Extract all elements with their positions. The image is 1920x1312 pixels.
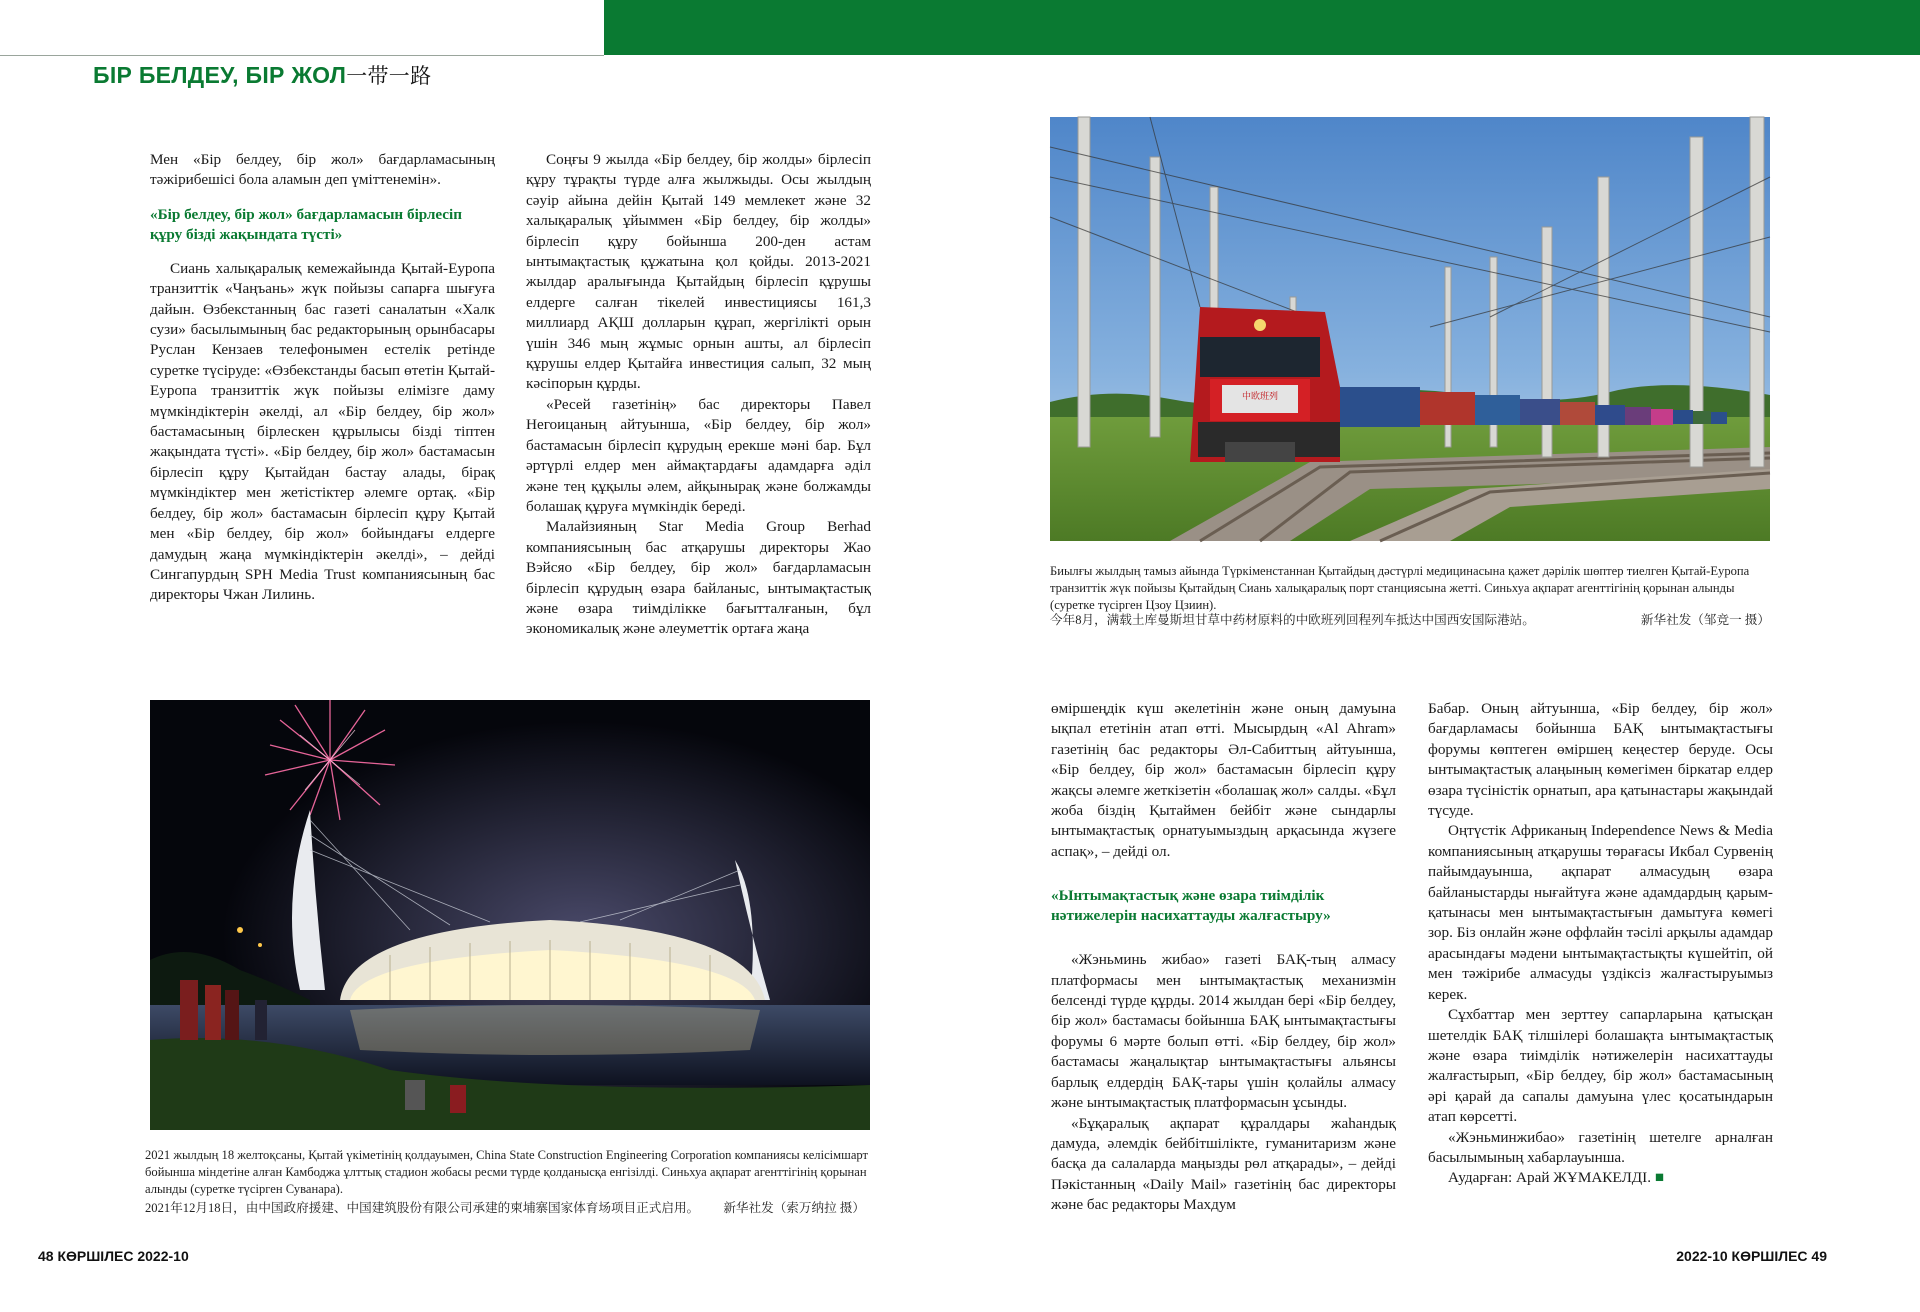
section-title-kz: БІР БЕЛДЕУ, БІР ЖОЛ xyxy=(93,62,347,88)
paragraph: өміршеңдік күш әкелетінін және оның дамуына ықпал ететінін атап өтті. Мысырдың «Al Ahram» газетінің бас редакторы Әл-Сабиттың айтуынша, «Бір белдеу, бір жол» бастамасын бірлесіп құру жақсы әлемге жеткізетін «болашақ жол» салды. «Бұл жоба біздің Қытаймен бейбіт және сындарлы ынтымақтастық орнатуымыздың арқасында жүзеге аспақ», – дейді ол. xyxy=(1051,700,1396,860)
translator: Аударған: Арай ЖҰМАКЕЛДІ. xyxy=(1448,1169,1652,1187)
caption-text-cn: 2021年12月18日，由中国政府援建、中国建筑股份有限公司承建的柬埔寨国家体育场项目正式启用。 xyxy=(145,1201,700,1215)
train-caption-kz: Биылғы жылдың тамыз айында Түркіменстаннан Қытайдың дәстүрлі медицинасына қажет дәрілік шөптер тиелген Қытай-Еуропа транзиттік жүк пойызы Қытайдың Сиань халықаралық порт станциясына жетті. Синьхуа ақпарат агенттігінің қорынан алынды (суретке түсірген Цзоу Цзиин). xyxy=(1050,564,1750,612)
footer-left: 48 КӨРШІЛЕС 2022-10 xyxy=(38,1248,189,1264)
stadium-photo xyxy=(150,700,870,1130)
photo-credit: 新华社发（邹竞一 摄） xyxy=(1640,613,1770,627)
paragraph: Бабар. Оның айтуынша, «Бір белдеу, бір жол» бағдарламасы бойынша БАҚ ынтымақтастығы форумы көптеген өміршең кеңестер беруде. Осы ынтымақтастық алаңының көмегімен біркатар елдер өзара түсіністік орнатып, ара қатынастары жақындай түсуде. xyxy=(1428,700,1773,820)
subheading: «Бір белдеу, бір жол» бағдарламасын бірлесіп құру бізді жақындата түсті» xyxy=(150,205,463,243)
translator-line xyxy=(1428,1168,1773,1188)
caption-text-cn: 今年8月，满载土库曼斯坦甘草中药材原料的中欧班列回程列车抵达中国西安国际港站。 xyxy=(1050,613,1535,627)
paragraph: Оңтүстік Африканың Independence News & Media компаниясының атқарушы төрағасы Икбал Сурвенің пайымдауынша, ақпарат алмасудың өзара байланыстарды нығайтуға және адамдардың қарым-қатынасы мен ынтымақтастығын дамытуға көмегі зор. Біз онлайн және оффлайн тәсілі арқылы адамдар арасындағы мәдени ынтымақтастықты күшейтіп, ой мен тәжірибе алмасуды үздіксіз жалғастыруымыз керек. xyxy=(1428,822,1773,1003)
right-column-1 xyxy=(1051,699,1396,1216)
header-rule xyxy=(0,55,604,56)
section-title xyxy=(93,60,431,90)
section-title-cn: 一带一路 xyxy=(346,65,432,88)
header-green-bar xyxy=(604,0,1920,55)
paragraph: «Ресей газетінің» бас директоры Павел Негоицаның айтуынша, «Бір белдеу, бір жол» бастамасын бірлесіп құрудың ерекше мәні бар. Бұл әртүрлі елдер мен аймақтардағы адамдарға әділ және тең құқылы әлем, айқынырақ және болжамды болашақ құруға мүмкіндік береді. xyxy=(526,395,871,515)
paragraph: «Жэньминь жибао» газеті БАҚ-тың алмасу платформасы мен ынтымақтастық механизмін белсенді түрде құрды. 2014 жылдан бері «Бір белдеу, бір жол» бастамасы бойынша БАҚ ынтымақтастығы форумы 6 мәрте болып өтті. «Бір белдеу, бір жол» бастамасы жаңалықтар ынтымақтастығы альянсы барлық елдердің БАҚ-тары үшін қолайлы алмасу және ынтымақтастық платформасын ұсынды. xyxy=(1051,951,1396,1112)
end-mark: ■ xyxy=(1654,1169,1665,1187)
paragraph: Сұхбаттар мен зерттеу сапарларына қатысқан шетелдік БАҚ тілшілері болашақта ынтымақтастық және өзара тиімділік нәтижелерін насихаттауды жалғастырып, «Бір белдеу, бір жол» бастамасының әрі қарай да сапалы дамуына үлес қосатындарын атап көрсетті. xyxy=(1428,1006,1773,1126)
paragraph: «Бұқаралық ақпарат құралдары жаһандық дамуда, әлемдік бейбітшілікте, гуманитаризм және басқа да салаларда маңызды рөл атқарады», – дейді Пәкістанның «Daily Mail» газетінің бас директоры және бас редакторы Махдум xyxy=(1051,1114,1396,1214)
left-column-2 xyxy=(526,150,871,638)
subheading: «Ынтымақтастық және өзара тиімділік нәтижелерін насихаттауды жалғастыру» xyxy=(1051,887,1331,925)
stadium-caption-kz: 2021 жылдың 18 желтоқсаны, Қытай үкіметінің қолдауымен, China State Construction Engineering Corporation компаниясы келісімшарт бойынша міндетіне алған Камбоджа ұлттық стадион жобасы ресми түрде қолданысқа енгізілді. Синьхуа ақпарат агенттігінің қорынан алынды (суретке түсірген Суванара). xyxy=(145,1148,869,1196)
paragraph: Сиань халықаралық кемежайында Қытай-Еуропа транзиттік «Чаңъань» жүк пойызы сапарға шығуға дайын. Өзбекстанның бас газеті саналатын «Халк сузи» басылымының бас редакторының орынбасары Руслан Кензаев телефонымен естелік ретінде суретке түсіруде: «Өзбекстанды басып өтетін Қытай-Еуропа транзиттік жүк пойызы елімізге даму мүмкіндіктерін әкелді, ал «Бір белдеу, бір жол» бастамасының бірлескен құрылысы бізді тіптен жақындата түсті». «Бір белдеу, бір жол» бастамасын бірлесіп құру Қытайдан бастау алады, бірақ мүмкіндіктер мен жетістіктер әлемге ортақ. «Бір белдеу, бір жол» бастамасын бірлесіп құру Қытай мен «Бір белдеу, бір жол» бойындағы елдерге дамудың жаңа мүмкіндіктерін әкелді», – дейді Сингапурдың SPH Media Trust компаниясының бас директоры Чжан Лилинь. xyxy=(150,259,495,604)
left-column-1 xyxy=(150,150,495,606)
stadium-caption-cn xyxy=(145,1200,865,1216)
train-photo xyxy=(1050,117,1770,541)
paragraph: Мен «Бір белдеу, бір жол» бағдарламасының тәжірибешісі бола аламын деп үміттенемін». xyxy=(150,151,495,189)
stadium-illustration xyxy=(150,700,870,1130)
paragraph: Соңғы 9 жылда «Бір белдеу, бір жолды» бірлесіп құру тұрақты түрде алға жылжыды. Осы жылдың сәуір айына дейін Қытай 149 мемлекет және 32 халықаралық ұйыммен «Бір белдеу, бір жолды» бірлесіп құру бойынша 200-ден астам ынтымақтастық құжатына қол қойды. 2013-2021 жылдар аралығында Қытайдың бірлесіп құрушы елдерге салған тікелей инвестициясы 161,3 миллиард АҚШ долларын құрап, жергілікті орын үшін 346 мың жұмыс орнын ашты, ал бірлесіп құрушы елдер Қытайға инвестиция салып, 32 мың кәсіпорын құрды. xyxy=(526,151,871,393)
paragraph: «Жэньминжибао» газетінің шетелге арналған басылымының хабарлауынша. xyxy=(1428,1128,1773,1166)
footer-right: 2022-10 КӨРШІЛЕС 49 xyxy=(1676,1248,1827,1264)
right-column-2 xyxy=(1428,699,1773,1189)
train-sign: 中欧班列 xyxy=(1241,392,1279,402)
train-caption-cn xyxy=(1050,612,1770,628)
paragraph: Малайзияның Star Media Group Berhad компаниясының бас атқарушы директоры Жао Вэйсяо «Бір белдеу, бір жол» бағдарламасын бірлесіп құрудың өзара байланыс, ынтымақтастық және өзара тиімділікке бағытталғанын, бұл экономикалық және әлеуметтік ортаға жаңа xyxy=(526,518,871,638)
photo-credit: 新华社发（索万纳拉 摄） xyxy=(723,1201,865,1215)
train-illustration xyxy=(1050,117,1770,541)
